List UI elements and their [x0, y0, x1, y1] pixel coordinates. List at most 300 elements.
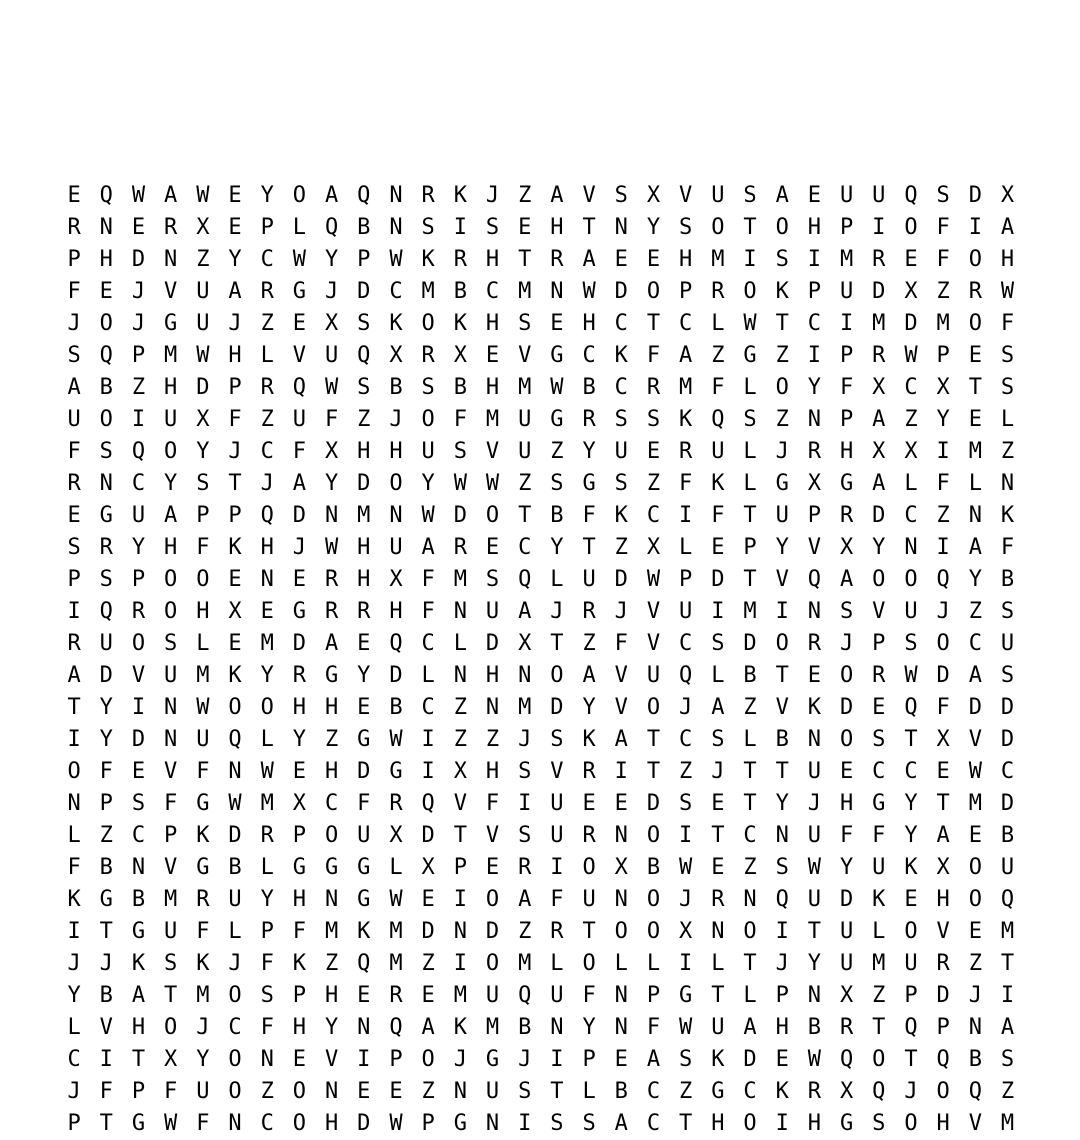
letter-cell[interactable]: N — [614, 1015, 628, 1040]
letter-cell[interactable]: Y — [99, 727, 113, 752]
letter-cell[interactable]: N — [904, 535, 918, 560]
letter-cell[interactable]: U — [518, 439, 532, 464]
letter-cell[interactable]: F — [646, 1015, 661, 1040]
letter-cell[interactable]: K — [67, 887, 81, 912]
letter-cell[interactable]: U — [775, 503, 789, 528]
letter-cell[interactable]: D — [1000, 727, 1015, 752]
letter-cell[interactable]: P — [872, 631, 886, 656]
letter-cell[interactable]: Y — [324, 1015, 339, 1040]
letter-cell[interactable]: H — [357, 567, 371, 592]
letter-cell[interactable]: J — [228, 951, 242, 976]
letter-cell[interactable]: N — [453, 599, 467, 624]
letter-cell[interactable]: E — [131, 215, 146, 240]
letter-cell[interactable]: E — [936, 759, 950, 784]
letter-cell[interactable]: P — [679, 279, 693, 304]
letter-cell[interactable]: W — [389, 1111, 403, 1136]
letter-cell[interactable]: F — [839, 823, 854, 848]
letter-cell[interactable]: Y — [196, 1047, 210, 1072]
letter-cell[interactable]: C — [260, 439, 274, 464]
letter-cell[interactable]: Y — [196, 439, 210, 464]
letter-cell[interactable]: T — [582, 919, 596, 944]
letter-cell[interactable]: R — [260, 279, 274, 304]
letter-cell[interactable]: N — [485, 1111, 500, 1136]
letter-cell[interactable]: A — [582, 663, 596, 688]
letter-cell[interactable]: J — [228, 311, 242, 336]
letter-cell[interactable]: K — [453, 183, 467, 208]
letter-cell[interactable]: F — [357, 791, 371, 816]
letter-cell[interactable]: I — [775, 919, 789, 944]
letter-cell[interactable]: K — [196, 823, 210, 848]
letter-cell[interactable]: Y — [228, 247, 242, 272]
letter-cell[interactable]: W — [679, 1015, 693, 1040]
letter-cell[interactable]: H — [389, 439, 403, 464]
letter-cell[interactable]: D — [99, 663, 113, 688]
letter-cell[interactable]: O — [743, 279, 757, 304]
letter-cell[interactable]: A — [743, 1015, 757, 1040]
letter-cell[interactable]: I — [807, 343, 822, 368]
letter-cell[interactable]: V — [775, 695, 789, 720]
letter-cell[interactable]: N — [485, 695, 500, 720]
letter-cell[interactable]: M — [1000, 1111, 1015, 1136]
letter-cell[interactable]: R — [582, 823, 596, 848]
letter-cell[interactable]: V — [646, 599, 661, 624]
letter-cell[interactable]: R — [164, 215, 178, 240]
letter-cell[interactable]: T — [775, 311, 789, 336]
letter-cell[interactable]: M — [453, 567, 467, 592]
letter-cell[interactable]: S — [646, 407, 661, 432]
letter-cell[interactable]: F — [936, 471, 950, 496]
letter-cell[interactable]: G — [743, 343, 757, 368]
letter-cell[interactable]: J — [99, 951, 113, 976]
letter-cell[interactable]: J — [131, 279, 146, 304]
letter-cell[interactable]: S — [582, 1111, 596, 1136]
letter-cell[interactable]: K — [775, 1079, 789, 1104]
letter-cell[interactable]: A — [582, 247, 596, 272]
letter-cell[interactable]: O — [99, 311, 113, 336]
letter-cell[interactable]: V — [582, 183, 596, 208]
letter-cell[interactable]: D — [614, 279, 628, 304]
letter-cell[interactable]: Y — [582, 1015, 596, 1040]
letter-cell[interactable]: F — [67, 855, 81, 880]
letter-cell[interactable]: C — [743, 1079, 757, 1104]
letter-cell[interactable]: F — [196, 919, 210, 944]
letter-cell[interactable]: L — [582, 1079, 596, 1104]
letter-cell[interactable]: S — [485, 215, 500, 240]
letter-cell[interactable]: N — [164, 247, 178, 272]
letter-cell[interactable]: G — [357, 727, 371, 752]
letter-cell[interactable]: U — [228, 887, 242, 912]
letter-cell[interactable]: O — [324, 823, 339, 848]
letter-cell[interactable]: J — [260, 471, 274, 496]
letter-cell[interactable]: P — [260, 919, 274, 944]
letter-cell[interactable]: Z — [260, 311, 274, 336]
letter-cell[interactable]: W — [582, 279, 596, 304]
letter-cell[interactable]: L — [743, 983, 757, 1008]
letter-cell[interactable]: Y — [872, 535, 886, 560]
letter-cell[interactable]: M — [518, 375, 532, 400]
letter-cell[interactable]: F — [936, 247, 950, 272]
letter-cell[interactable]: K — [904, 855, 918, 880]
letter-cell[interactable]: L — [260, 727, 274, 752]
letter-cell[interactable]: U — [485, 983, 500, 1008]
letter-cell[interactable]: C — [614, 311, 628, 336]
letter-cell[interactable]: V — [518, 343, 532, 368]
letter-cell[interactable]: I — [550, 855, 564, 880]
letter-cell[interactable]: Q — [775, 887, 789, 912]
letter-cell[interactable]: W — [389, 727, 403, 752]
letter-cell[interactable]: E — [99, 279, 113, 304]
letter-cell[interactable]: U — [550, 983, 564, 1008]
letter-cell[interactable]: R — [67, 215, 81, 240]
letter-cell[interactable]: V — [614, 695, 628, 720]
letter-cell[interactable]: F — [292, 919, 307, 944]
letter-cell[interactable]: D — [357, 1111, 371, 1136]
letter-cell[interactable]: F — [485, 791, 500, 816]
letter-cell[interactable]: S — [614, 407, 628, 432]
letter-cell[interactable]: Q — [518, 567, 532, 592]
letter-cell[interactable]: L — [743, 471, 757, 496]
letter-cell[interactable]: M — [968, 439, 982, 464]
letter-cell[interactable]: D — [131, 727, 146, 752]
letter-cell[interactable]: W — [1000, 279, 1015, 304]
letter-cell[interactable]: C — [228, 1015, 242, 1040]
letter-cell[interactable]: F — [99, 759, 113, 784]
letter-cell[interactable]: U — [196, 727, 210, 752]
letter-cell[interactable]: B — [99, 983, 113, 1008]
letter-cell[interactable]: B — [453, 375, 467, 400]
letter-cell[interactable]: D — [743, 631, 757, 656]
letter-cell[interactable]: F — [164, 791, 178, 816]
letter-cell[interactable]: I — [936, 439, 950, 464]
letter-cell[interactable]: T — [711, 823, 725, 848]
letter-cell[interactable]: Y — [164, 471, 178, 496]
letter-cell[interactable]: P — [582, 1047, 596, 1072]
letter-cell[interactable]: J — [67, 311, 81, 336]
letter-cell[interactable]: O — [839, 727, 854, 752]
letter-cell[interactable]: P — [807, 503, 822, 528]
letter-cell[interactable]: N — [775, 823, 789, 848]
letter-cell[interactable]: N — [614, 823, 628, 848]
letter-cell[interactable]: D — [292, 631, 307, 656]
letter-cell[interactable]: P — [904, 983, 918, 1008]
letter-cell[interactable]: E — [485, 343, 500, 368]
letter-cell[interactable]: R — [260, 375, 274, 400]
letter-cell[interactable]: Y — [292, 727, 307, 752]
letter-cell[interactable]: N — [67, 791, 81, 816]
letter-cell[interactable]: F — [711, 503, 725, 528]
letter-cell[interactable]: I — [614, 759, 628, 784]
letter-cell[interactable]: Y — [807, 375, 822, 400]
letter-cell[interactable]: O — [164, 599, 178, 624]
letter-cell[interactable]: F — [582, 983, 596, 1008]
letter-cell[interactable]: T — [99, 1111, 113, 1136]
letter-cell[interactable]: U — [807, 823, 822, 848]
letter-cell[interactable]: P — [260, 215, 274, 240]
letter-cell[interactable]: R — [357, 599, 371, 624]
letter-cell[interactable]: N — [389, 503, 403, 528]
letter-cell[interactable]: F — [550, 887, 564, 912]
letter-cell[interactable]: Z — [196, 247, 210, 272]
letter-cell[interactable]: V — [775, 567, 789, 592]
letter-cell[interactable]: E — [550, 311, 564, 336]
letter-cell[interactable]: X — [228, 599, 242, 624]
letter-cell[interactable]: F — [196, 535, 210, 560]
letter-cell[interactable]: I — [968, 215, 982, 240]
letter-cell[interactable]: M — [936, 311, 950, 336]
letter-cell[interactable]: H — [485, 375, 500, 400]
letter-cell[interactable]: P — [196, 503, 210, 528]
letter-cell[interactable]: J — [904, 1079, 918, 1104]
letter-cell[interactable]: I — [936, 535, 950, 560]
letter-cell[interactable]: E — [292, 567, 307, 592]
letter-cell[interactable]: N — [324, 503, 339, 528]
letter-cell[interactable]: M — [485, 407, 500, 432]
letter-cell[interactable]: S — [775, 247, 789, 272]
letter-cell[interactable]: S — [550, 727, 564, 752]
letter-cell[interactable]: L — [904, 471, 918, 496]
letter-cell[interactable]: V — [614, 663, 628, 688]
letter-cell[interactable]: S — [67, 343, 81, 368]
letter-cell[interactable]: U — [421, 439, 435, 464]
letter-cell[interactable]: N — [807, 727, 822, 752]
letter-cell[interactable]: Y — [839, 855, 854, 880]
letter-cell[interactable]: V — [164, 759, 178, 784]
letter-cell[interactable]: B — [1000, 567, 1015, 592]
letter-cell[interactable]: O — [164, 567, 178, 592]
letter-cell[interactable]: E — [485, 535, 500, 560]
letter-cell[interactable]: H — [485, 663, 500, 688]
letter-cell[interactable]: J — [324, 279, 339, 304]
letter-cell[interactable]: O — [485, 503, 500, 528]
letter-cell[interactable]: X — [389, 343, 403, 368]
letter-cell[interactable]: H — [196, 599, 210, 624]
letter-cell[interactable]: T — [646, 727, 661, 752]
letter-cell[interactable]: G — [164, 311, 178, 336]
letter-cell[interactable]: Q — [679, 663, 693, 688]
letter-cell[interactable]: R — [968, 279, 982, 304]
letter-cell[interactable]: T — [550, 631, 564, 656]
letter-cell[interactable]: K — [614, 503, 628, 528]
letter-cell[interactable]: D — [389, 663, 403, 688]
letter-cell[interactable]: W — [485, 471, 500, 496]
letter-cell[interactable]: N — [324, 1079, 339, 1104]
letter-cell[interactable]: Z — [518, 919, 532, 944]
letter-cell[interactable]: F — [1000, 311, 1015, 336]
letter-cell[interactable]: O — [164, 1015, 178, 1040]
letter-cell[interactable]: Q — [357, 951, 371, 976]
letter-cell[interactable]: A — [679, 343, 693, 368]
letter-cell[interactable]: P — [839, 407, 854, 432]
letter-cell[interactable]: M — [389, 951, 403, 976]
letter-cell[interactable]: O — [872, 567, 886, 592]
letter-cell[interactable]: Z — [260, 407, 274, 432]
letter-cell[interactable]: H — [324, 1111, 339, 1136]
letter-cell[interactable]: W — [807, 855, 822, 880]
letter-cell[interactable]: G — [839, 471, 854, 496]
letter-cell[interactable]: E — [614, 791, 628, 816]
letter-cell[interactable]: A — [711, 695, 725, 720]
letter-cell[interactable]: U — [1000, 631, 1015, 656]
letter-cell[interactable]: W — [196, 343, 210, 368]
letter-cell[interactable]: O — [775, 631, 789, 656]
letter-cell[interactable]: N — [228, 1111, 242, 1136]
letter-cell[interactable]: W — [904, 343, 918, 368]
letter-cell[interactable]: C — [743, 823, 757, 848]
letter-cell[interactable]: C — [646, 1111, 661, 1136]
letter-cell[interactable]: W — [743, 311, 757, 336]
letter-cell[interactable]: A — [872, 407, 886, 432]
letter-cell[interactable]: G — [324, 663, 339, 688]
letter-cell[interactable]: F — [196, 759, 210, 784]
letter-cell[interactable]: F — [421, 567, 435, 592]
letter-cell[interactable]: P — [646, 983, 661, 1008]
letter-cell[interactable]: Y — [775, 791, 789, 816]
letter-cell[interactable]: C — [260, 1111, 274, 1136]
letter-cell[interactable]: A — [839, 567, 854, 592]
letter-cell[interactable]: Q — [872, 1079, 886, 1104]
letter-cell[interactable]: R — [67, 631, 81, 656]
letter-cell[interactable]: Q — [839, 1047, 854, 1072]
letter-cell[interactable]: R — [389, 791, 403, 816]
letter-cell[interactable]: O — [228, 1047, 242, 1072]
letter-cell[interactable]: J — [775, 951, 789, 976]
letter-cell[interactable]: M — [389, 919, 403, 944]
letter-cell[interactable]: S — [421, 215, 435, 240]
letter-cell[interactable]: J — [196, 1015, 210, 1040]
letter-cell[interactable]: G — [872, 791, 886, 816]
letter-cell[interactable]: C — [421, 695, 435, 720]
letter-cell[interactable]: E — [711, 855, 725, 880]
letter-cell[interactable]: E — [775, 1047, 789, 1072]
letter-cell[interactable]: J — [807, 791, 822, 816]
letter-cell[interactable]: K — [131, 951, 146, 976]
letter-cell[interactable]: T — [131, 1047, 146, 1072]
letter-cell[interactable]: Q — [904, 695, 918, 720]
letter-cell[interactable]: E — [968, 823, 982, 848]
letter-cell[interactable]: W — [164, 1111, 178, 1136]
letter-cell[interactable]: G — [550, 407, 564, 432]
letter-cell[interactable]: Y — [67, 983, 81, 1008]
letter-cell[interactable]: Q — [324, 215, 339, 240]
letter-cell[interactable]: T — [904, 1047, 918, 1072]
letter-cell[interactable]: W — [228, 791, 242, 816]
letter-cell[interactable]: M — [711, 247, 725, 272]
letter-cell[interactable]: T — [872, 1015, 886, 1040]
letter-cell[interactable]: I — [839, 311, 854, 336]
letter-cell[interactable]: R — [131, 599, 146, 624]
letter-cell[interactable]: W — [389, 887, 403, 912]
letter-cell[interactable]: G — [292, 279, 307, 304]
letter-cell[interactable]: C — [679, 311, 693, 336]
letter-cell[interactable]: P — [292, 983, 307, 1008]
letter-cell[interactable]: E — [839, 759, 854, 784]
letter-cell[interactable]: Q — [99, 343, 113, 368]
letter-cell[interactable]: U — [807, 887, 822, 912]
letter-cell[interactable]: E — [582, 791, 596, 816]
letter-cell[interactable]: Z — [131, 375, 146, 400]
letter-cell[interactable]: D — [485, 631, 500, 656]
letter-cell[interactable]: S — [711, 727, 725, 752]
letter-cell[interactable]: E — [614, 247, 628, 272]
letter-cell[interactable]: A — [614, 1111, 628, 1136]
letter-cell[interactable]: L — [389, 855, 403, 880]
letter-cell[interactable]: B — [646, 855, 661, 880]
letter-cell[interactable]: X — [936, 375, 950, 400]
letter-cell[interactable]: M — [453, 983, 467, 1008]
letter-cell[interactable]: G — [453, 1111, 467, 1136]
letter-cell[interactable]: T — [550, 1079, 564, 1104]
letter-cell[interactable]: N — [260, 1047, 274, 1072]
letter-cell[interactable]: I — [131, 695, 146, 720]
letter-cell[interactable]: Q — [389, 1015, 403, 1040]
letter-cell[interactable]: L — [614, 951, 628, 976]
letter-cell[interactable]: Z — [518, 471, 532, 496]
letter-cell[interactable]: O — [646, 887, 661, 912]
letter-cell[interactable]: E — [357, 983, 371, 1008]
letter-cell[interactable]: Y — [550, 535, 564, 560]
letter-cell[interactable]: A — [164, 503, 178, 528]
letter-cell[interactable]: M — [485, 1015, 500, 1040]
letter-cell[interactable]: N — [453, 919, 467, 944]
letter-cell[interactable]: L — [260, 855, 274, 880]
letter-cell[interactable]: Y — [936, 407, 950, 432]
letter-cell[interactable]: E — [389, 1079, 403, 1104]
letter-cell[interactable]: P — [839, 343, 854, 368]
letter-cell[interactable]: G — [99, 503, 113, 528]
letter-cell[interactable]: P — [228, 503, 242, 528]
letter-cell[interactable]: M — [260, 631, 274, 656]
letter-cell[interactable]: M — [518, 279, 532, 304]
letter-cell[interactable]: K — [357, 919, 371, 944]
letter-cell[interactable]: T — [968, 375, 982, 400]
letter-cell[interactable]: M — [968, 791, 982, 816]
letter-cell[interactable]: F — [260, 951, 274, 976]
letter-cell[interactable]: U — [904, 599, 918, 624]
letter-cell[interactable]: K — [453, 311, 467, 336]
letter-cell[interactable]: Z — [260, 1079, 274, 1104]
letter-cell[interactable]: E — [260, 599, 274, 624]
letter-cell[interactable]: H — [260, 535, 274, 560]
letter-cell[interactable]: Y — [260, 663, 274, 688]
letter-cell[interactable]: I — [743, 247, 757, 272]
letter-cell[interactable]: Y — [324, 471, 339, 496]
letter-cell[interactable]: A — [518, 887, 532, 912]
letter-cell[interactable]: E — [518, 215, 532, 240]
letter-cell[interactable]: E — [421, 983, 435, 1008]
letter-cell[interactable]: L — [743, 375, 757, 400]
letter-cell[interactable]: E — [614, 1047, 628, 1072]
letter-cell[interactable]: S — [614, 183, 628, 208]
letter-cell[interactable]: E — [485, 855, 500, 880]
letter-cell[interactable]: U — [839, 279, 854, 304]
letter-cell[interactable]: U — [839, 951, 854, 976]
letter-cell[interactable]: D — [131, 247, 146, 272]
letter-cell[interactable]: O — [485, 951, 500, 976]
letter-cell[interactable]: H — [164, 375, 178, 400]
letter-cell[interactable]: B — [389, 375, 403, 400]
letter-cell[interactable]: Y — [260, 887, 274, 912]
letter-cell[interactable]: Q — [357, 343, 371, 368]
letter-cell[interactable]: O — [550, 663, 564, 688]
letter-cell[interactable]: B — [99, 855, 113, 880]
letter-cell[interactable]: X — [839, 1079, 854, 1104]
letter-cell[interactable]: R — [99, 535, 113, 560]
letter-cell[interactable]: D — [743, 1047, 757, 1072]
letter-cell[interactable]: B — [775, 727, 789, 752]
letter-cell[interactable]: C — [582, 343, 596, 368]
letter-cell[interactable]: S — [131, 791, 146, 816]
letter-cell[interactable]: N — [968, 503, 982, 528]
